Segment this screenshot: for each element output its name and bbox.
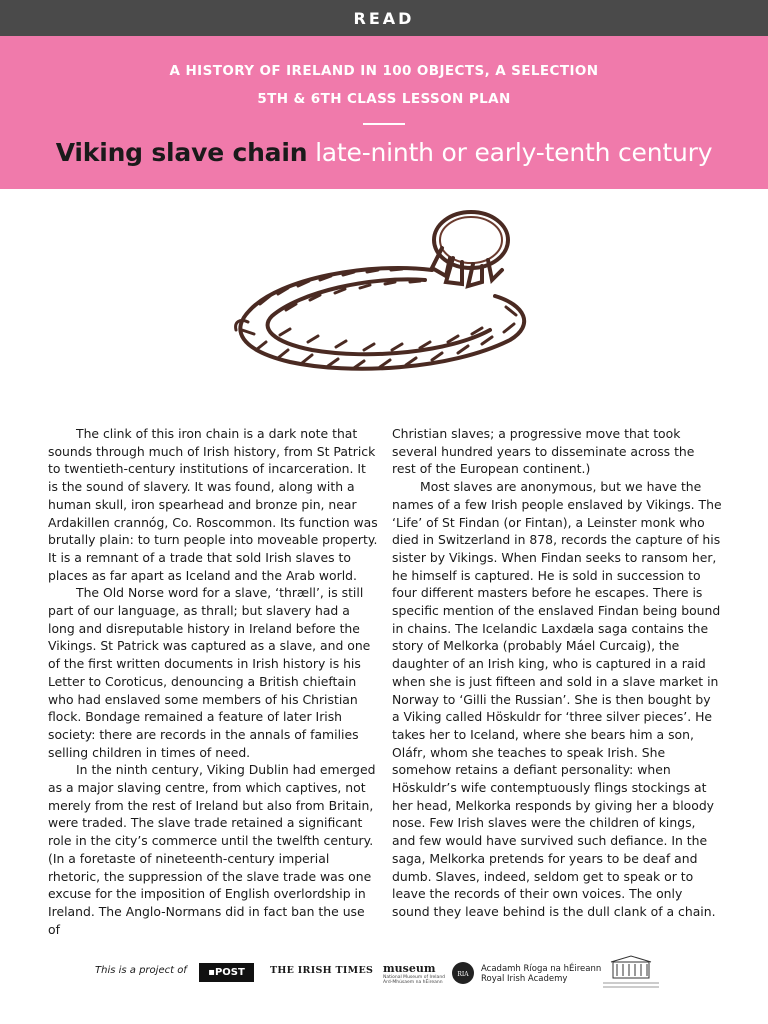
object-name: Viking slave chain <box>55 138 308 167</box>
divider <box>363 123 405 125</box>
article-column-right <box>392 425 722 921</box>
viking-chain-photo <box>220 200 540 415</box>
paragraph: Most slaves are anonymous, but we have the names of a few Irish people enslaved by Vikings. The ‘Life’ of St Findan (or Fintan), a Leinster monk who died in Switzerland in 878, records the capture of his sister by Vikings. When Findan seeks to ransom her, he himself is captured. He is sold in succession to four different masters before he escapes. There is specific mention of the enslaved Findan being bound in chains. The Icelandic Laxdæla saga contains the story of Melkorka (probably Máel Curcaig), the daughter of an Irish king, who is captured in a raid when she is just fifteen and sold in a slave market in Norway to ‘Gilli the Russian’. She is then bought by a Viking called Höskuldr for ‘three silver pieces’. He takes her to Iceland, where she bears him a son, Oláfr, whom she teaches to speak Irish. She somehow retains a defiant personality: when Höskuldr’s wife contemptuously flings stockings at her head, Melkorka responds by giving her a bloody nose. Few Irish slaves were the children of kings, and few would have survived such defiance. In the saga, Melkorka pretends for years to be deaf and dumb. Slaves, indeed, seldom get to speak or to leave the records of their own voices. The only sound they leave behind is the dull clank of a chain. <box>392 479 722 919</box>
paragraph: In the ninth century, Viking Dublin had emerged as a major slaving centre, from which captives, not merely from the rest of Ireland but also from Britain, were traded. The slave trade retained a significant role in the city’s commerce until the twelfth century. (In a foretaste of nineteenth-century imperial rhetoric, the suppression of the slave trade was one excuse for the imposition of English overlordship in Ireland. The Anglo-Normans did in fact ban the use of <box>48 762 376 937</box>
partner-footer <box>0 952 768 992</box>
svg-text:RIA: RIA <box>457 971 469 978</box>
paragraph: The Old Norse word for a slave, ‘thræll’, is still part of our language, as thrall; but slavery had a long and disreputable history in Ireland before the Vikings. St Patrick was captured as a slave, and one of the first written documents in Irish history is his Letter to Coroticus, denouncing a British chieftain who had enslaved some members of his Christian flock. Bondage remained a feature of later Irish society: there are records in the annals of families selling children in times of need. <box>48 585 371 760</box>
section-label: READ <box>353 9 415 28</box>
museum-subtitle-ga: Ard-Mhúsaem na hÉireann <box>383 980 443 985</box>
an-post-logo: ▪POST <box>199 963 254 982</box>
ria-name-english: Royal Irish Academy <box>481 974 568 984</box>
page-title <box>0 138 768 167</box>
project-credit: This is a project of <box>95 965 187 976</box>
header-banner <box>0 36 768 189</box>
lesson-plan-label: 5TH & 6TH CLASS LESSON PLAN <box>257 91 511 107</box>
ria-name-irish: Acadamh Ríoga na hÉireann <box>481 964 602 974</box>
department-crest-icon <box>601 954 661 990</box>
paragraph: The clink of this iron chain is a dark note that sounds through much of Irish history, from St Patrick to twentieth-century institutions of incarceration. It is the sound of slavery. It was found, along with a human skull, iron spearhead and bronze pin, near Ardakillen crannóg, Co. Roscommon. Its function was brutally plain: to turn people into moveable property. It is a remnant of a trade that sold Irish slaves to places as far apart as Iceland and the Arab world. <box>48 426 378 583</box>
chain-illustration <box>220 200 540 415</box>
museum-wordmark: museum <box>383 962 436 975</box>
ria-seal-icon <box>452 962 474 984</box>
object-date: late-ninth or early-tenth century <box>315 138 713 167</box>
museum-subtitle-en: National Museum of Ireland <box>383 975 446 980</box>
national-museum-logo <box>383 962 445 985</box>
article-column-left <box>48 425 378 938</box>
ria-logo-text <box>481 964 601 984</box>
series-title: A HISTORY OF IRELAND IN 100 OBJECTS, A SELECTION <box>169 63 599 79</box>
section-bar <box>0 0 768 36</box>
ria-seal-graphic <box>452 962 474 984</box>
paragraph: Christian slaves; a progressive move that took several hundred years to disseminate across the rest of the European continent.) <box>392 426 695 477</box>
irish-times-logo: THE IRISH TIMES <box>270 965 374 976</box>
